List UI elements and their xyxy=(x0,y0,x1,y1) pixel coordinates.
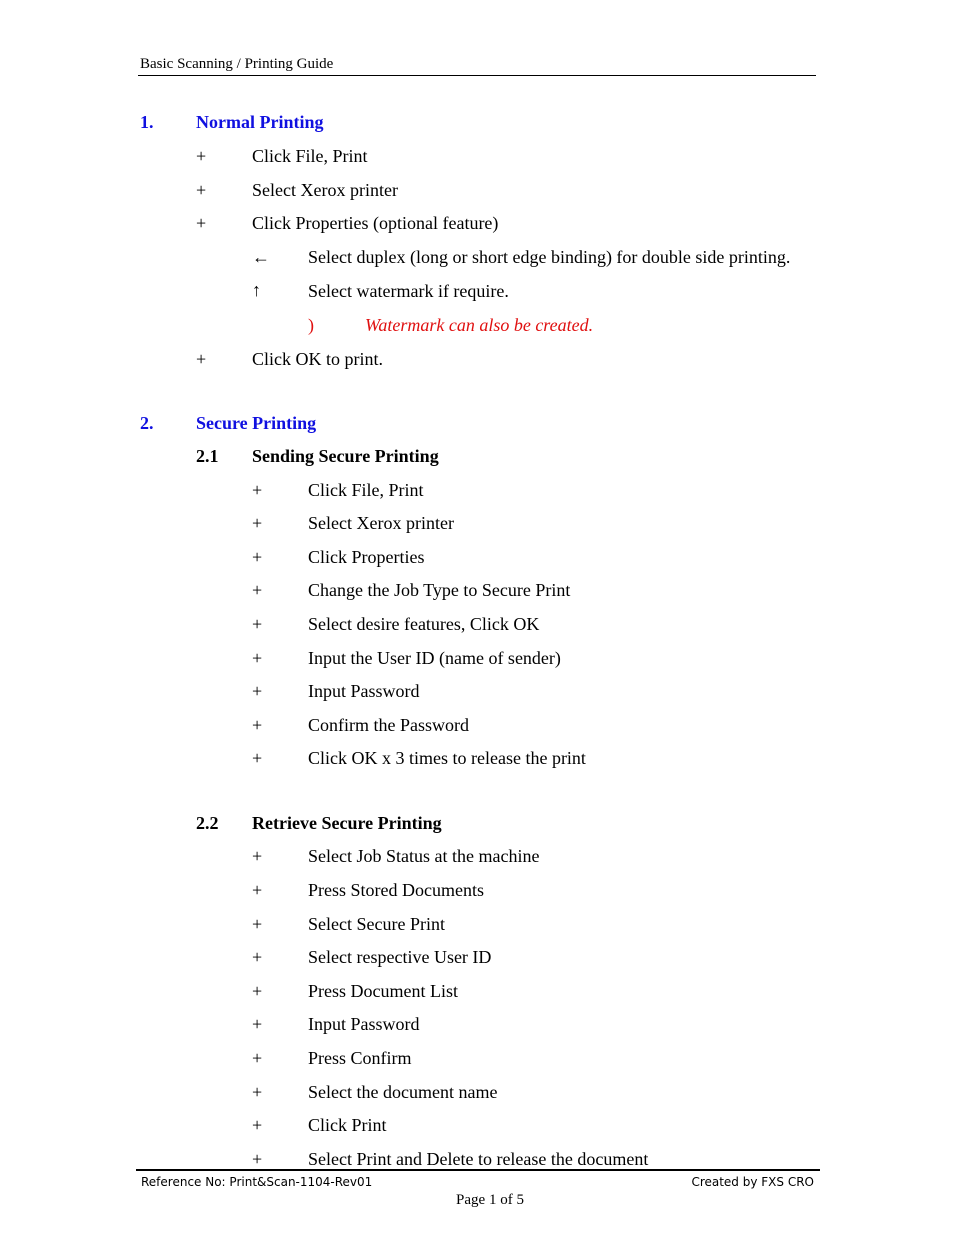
step-text: Click Properties (optional feature) xyxy=(252,213,499,233)
footer-created-by: Created by FXS CRO xyxy=(691,1175,814,1189)
document-header-title: Basic Scanning / Printing Guide xyxy=(140,56,334,72)
step-bullet: + xyxy=(252,648,263,668)
step-bullet: + xyxy=(252,715,263,735)
step-bullet: + xyxy=(252,981,263,1001)
step-text: Select Job Status at the machine xyxy=(308,846,540,866)
step-text: Click OK to print. xyxy=(252,349,383,369)
footer-reference: Reference No: Print&Scan-1104-Rev01 xyxy=(141,1175,373,1189)
step-text: Confirm the Password xyxy=(308,715,469,735)
step-text: Click OK x 3 times to release the print xyxy=(308,748,586,768)
step-bullet: + xyxy=(252,480,263,500)
page-number: Page 1 of 5 xyxy=(456,1192,524,1208)
step-bullet: + xyxy=(252,1048,263,1068)
subsection-2-1-number: 2.1 xyxy=(196,446,219,466)
step-text: Change the Job Type to Secure Print xyxy=(308,580,571,600)
note-text: Watermark can also be created. xyxy=(365,315,594,335)
step-text: Press Confirm xyxy=(308,1048,412,1068)
step-bullet: + xyxy=(252,513,263,533)
section-1-title: Normal Printing xyxy=(196,112,324,132)
arrow-up-icon: ↑ xyxy=(252,280,261,300)
step-bullet: + xyxy=(252,580,263,600)
section-2-number: 2. xyxy=(140,413,154,433)
section-1-number: 1. xyxy=(140,112,154,132)
step-text: Click File, Print xyxy=(252,146,368,166)
footer-rule xyxy=(136,1169,820,1171)
step-text: Press Document List xyxy=(308,981,458,1001)
step-text: Select Secure Print xyxy=(308,914,445,934)
arrow-left-icon: ← xyxy=(252,247,270,267)
step-bullet: + xyxy=(196,146,207,166)
step-text: Select respective User ID xyxy=(308,947,492,967)
step-bullet: + xyxy=(196,349,207,369)
step-bullet: + xyxy=(252,914,263,934)
step-text: Input Password xyxy=(308,681,420,701)
step-text: Select Xerox printer xyxy=(308,513,454,533)
step-bullet: + xyxy=(196,180,207,200)
subsection-2-2-number: 2.2 xyxy=(196,813,219,833)
step-bullet: + xyxy=(252,1149,263,1169)
substep-text: Select duplex (long or short edge binding) for double side printing. xyxy=(308,247,791,267)
step-text: Select Print and Delete to release the document xyxy=(308,1149,649,1169)
header-rule xyxy=(138,75,816,76)
step-bullet: + xyxy=(252,1115,263,1135)
section-2-title: Secure Printing xyxy=(196,413,317,433)
step-text: Click File, Print xyxy=(308,480,424,500)
note-marker: ) xyxy=(308,315,314,335)
step-bullet: + xyxy=(252,947,263,967)
step-text: Press Stored Documents xyxy=(308,880,484,900)
substep-text: Select watermark if require. xyxy=(308,281,509,301)
step-bullet: + xyxy=(252,1014,263,1034)
step-text: Input Password xyxy=(308,1014,420,1034)
step-bullet: + xyxy=(252,1082,263,1102)
step-bullet: + xyxy=(196,213,207,233)
step-bullet: + xyxy=(252,846,263,866)
step-text: Select desire features, Click OK xyxy=(308,614,540,634)
subsection-2-2-title: Retrieve Secure Printing xyxy=(252,813,442,833)
step-text: Input the User ID (name of sender) xyxy=(308,648,561,668)
step-text: Select the document name xyxy=(308,1082,498,1102)
step-text: Click Properties xyxy=(308,547,425,567)
step-bullet: + xyxy=(252,880,263,900)
step-bullet: + xyxy=(252,748,263,768)
step-bullet: + xyxy=(252,681,263,701)
step-text: Select Xerox printer xyxy=(252,180,398,200)
step-bullet: + xyxy=(252,614,263,634)
subsection-2-1-title: Sending Secure Printing xyxy=(252,446,439,466)
step-text: Click Print xyxy=(308,1115,387,1135)
step-bullet: + xyxy=(252,547,263,567)
